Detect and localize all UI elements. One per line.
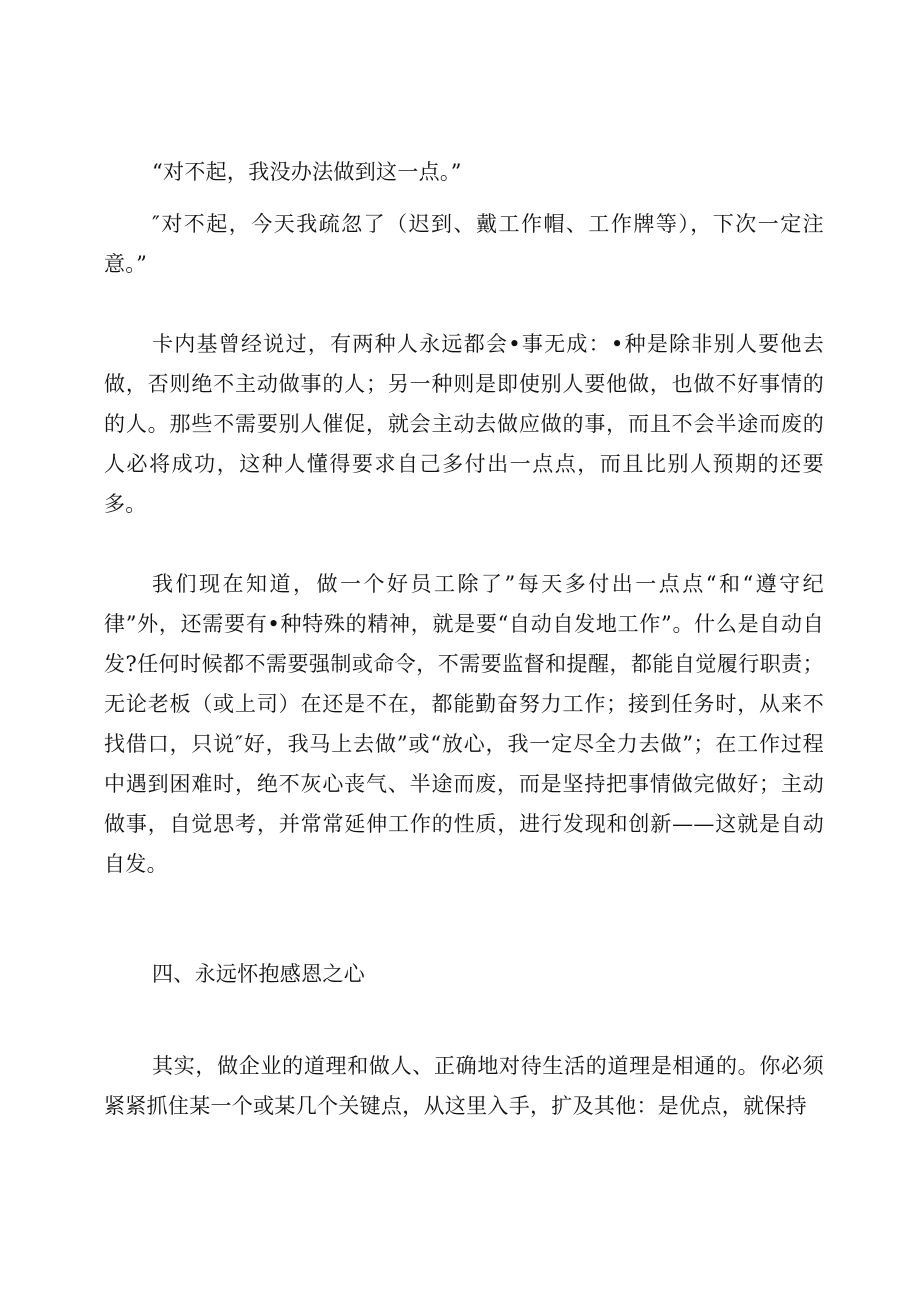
section-heading: 四、永远怀抱感恩之心 <box>152 962 365 986</box>
body-paragraph-carnegie: 卡内基曾经说过，有两种人永远都会•事无成：•种是除非别人要他去做，否则绝不主动做事的人；另一种则是即使别人要他做，也做不好事情的的人。那些不需要别人催促，就会主动去做应做的事，而且不会半途而废的人必将成功，这种人懂得要求自己多付出一点点，而且比别人预期的还要多。 <box>104 332 824 516</box>
body-paragraph-self-motivation: 我们现在知道，做一个好员工除了”每天多付出一点点“和“遵守纪律”外，还需要有•种特殊的精神，就是要“自动自发地工作”。什么是自动自发?任何时候都不需要强制或命令，不需要监督和提醒，都能自觉履行职责；无论老板（或上司）在还是不在，都能勤奋努力工作；接到任务时，从来不找借口，只说″好，我马上去做”或“放心，我一定尽全力去做”；在工作过程中遇到困难时，绝不灰心丧气、半途而废，而是坚持把事情做完做好；主动做事，自觉思考，并常常延伸工作的性质，进行发现和创新——这就是自动自发。 <box>104 572 824 876</box>
quote-paragraph-2: ″对不起，今天我疏忽了（迟到、戴工作帽、工作牌等），下次一定注意。” <box>104 212 824 276</box>
body-paragraph-gratitude: 其实，做企业的道理和做人、正确地对待生活的道理是相通的。你必须紧紧抓住某一个或某几个关键点，从这里入手，扩及其他：是优点，就保持 <box>104 1054 824 1118</box>
quote-paragraph-1: “对不起，我没办法做到这一点。” <box>152 160 462 184</box>
